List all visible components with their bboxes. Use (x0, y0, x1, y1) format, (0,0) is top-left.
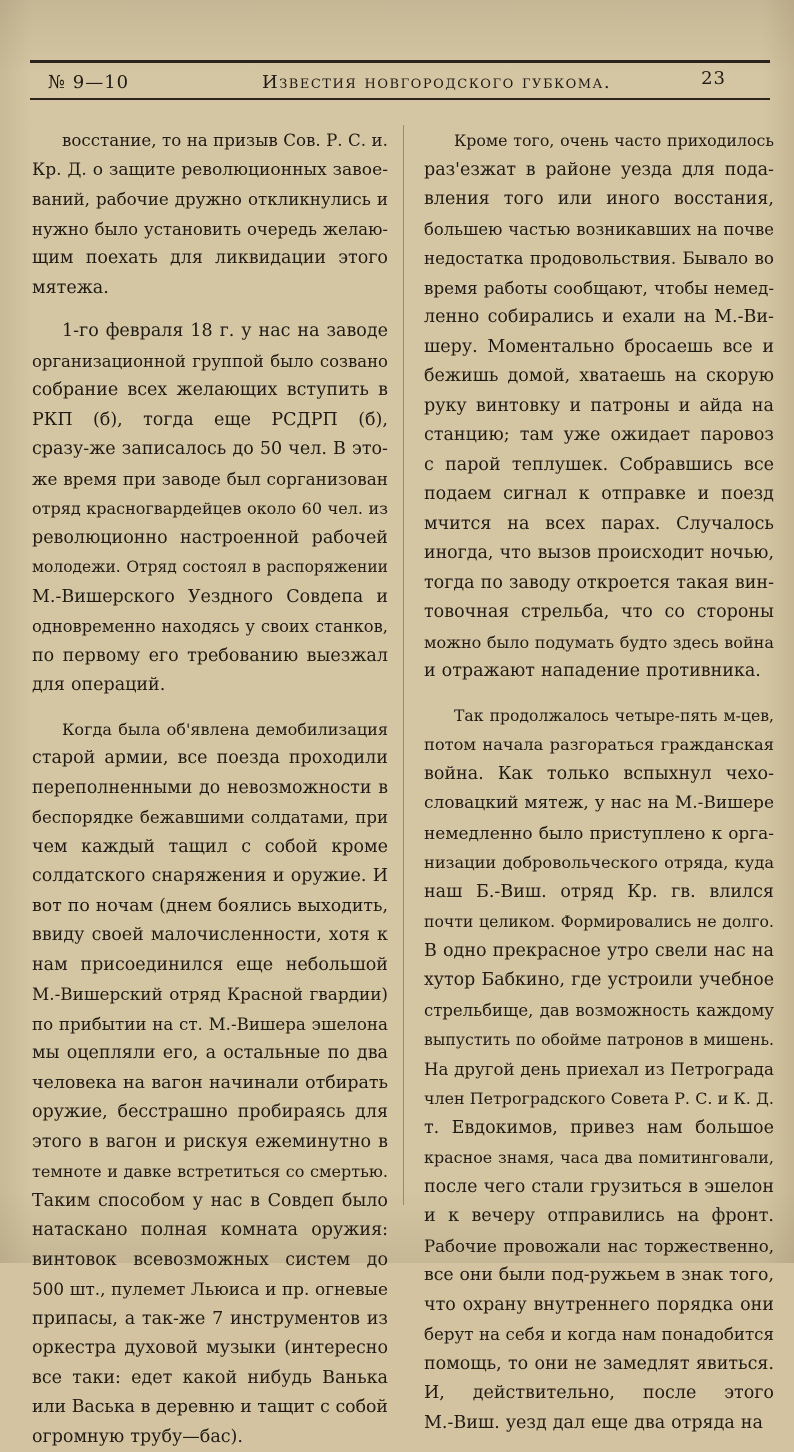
text-line: организационной группой было созвано (32, 347, 388, 377)
text-line: огромную трубу—бас). (32, 1423, 388, 1452)
text-line: солдатского снаряжения и оружие. И (32, 862, 388, 892)
text-line: низации добровольческого отряда, куда (424, 848, 774, 878)
text-line: В одно прекрасное утро свели нас на (424, 937, 774, 967)
text-line: 1-го февраля 18 г. у нас на заводе (32, 317, 388, 347)
text-line: старой армии, все поезда проходили (32, 744, 388, 774)
text-line: припасы, а так-же 7 инструментов из (32, 1305, 388, 1335)
text-line: потом начала разгораться гражданская (424, 730, 774, 760)
text-line: вот по ночам (днем боялись выходить, (32, 892, 388, 922)
text-line: И, действительно, после этого (424, 1379, 774, 1409)
text-line: для операций. (32, 671, 388, 701)
text-line: подаем сигнал к отправке и поезд (424, 480, 774, 510)
text-line: почти целиком. Формировались не долго. (424, 907, 774, 937)
text-line: ввиду своей малочисленности, хотя к (32, 921, 388, 951)
text-line: Кр. Д. о защите революционных завое- (32, 156, 388, 186)
text-line: иногда, что вызов происходит ночью, (424, 539, 774, 569)
text-line: все таки: едет какой нибудь Ванька (32, 1364, 388, 1394)
text-line: щим поехать для ликвидации этого (32, 244, 388, 274)
text-line: война. Как только вспыхнул чехо- (424, 760, 774, 790)
text-line: после чего стали грузиться в эшелон (424, 1173, 774, 1203)
text-line: можно было подумать будто здесь война (424, 628, 774, 658)
text-line: беспорядке бежавшими солдатами, при (32, 803, 388, 833)
page-header (30, 68, 770, 98)
text-line: или Васька в деревню и тащит с собой (32, 1393, 388, 1423)
text-line: руку винтовку и патроны и айда на (424, 392, 774, 422)
text-line: по первому его требованию выезжал (32, 642, 388, 672)
text-line: Кроме того, очень часто приходилось (424, 126, 774, 156)
text-line: ваний, рабочие дружно откликнулись и (32, 185, 388, 215)
text-line: член Петроградского Совета Р. С. и К. Д. (424, 1084, 774, 1114)
paragraph-gap (424, 687, 774, 701)
text-line: М.-Вишерский отряд Красной гвардии) (32, 980, 388, 1010)
text-line: все они были под-ружьем в знак того, (424, 1261, 774, 1291)
text-line: и к вечеру отправились на фронт. (424, 1202, 774, 1232)
text-line: наш Б.-Виш. отряд Кр. гв. влился (424, 878, 774, 908)
header-bottom-rule (30, 98, 770, 100)
text-line: вления того или иного восстания, (424, 185, 774, 215)
text-line: чем каждый тащил с собой кроме (32, 833, 388, 863)
text-line: ленно собирались и ехали на М.-Ви- (424, 303, 774, 333)
text-line: время работы сообщают, чтобы немед- (424, 274, 774, 304)
text-line: этого в вагон и рискуя ежеминутно в (32, 1128, 388, 1158)
text-line: бежишь домой, хватаешь на скорую (424, 362, 774, 392)
text-line: отряд красногвардейцев около 60 чел. из (32, 494, 388, 524)
publication-title: Известия новгородского губкома. (262, 72, 611, 93)
text-line: мчится на всех парах. Случалось (424, 510, 774, 540)
text-line: большею частью возникавших на почве (424, 215, 774, 245)
text-line: помощь, то они не замедлят явиться. (424, 1350, 774, 1380)
text-line: революционно настроенной рабочей (32, 524, 388, 554)
text-line: нужно было установить очередь желаю- (32, 215, 388, 245)
text-line: выпустить по обойме патронов в мишень. (424, 1025, 774, 1055)
issue-number: № 9—10 (48, 72, 129, 93)
text-line: что охрану внутреннего порядка они (424, 1291, 774, 1321)
text-line: и отражают нападение противника. (424, 657, 774, 687)
text-line: нам присоединился еще небольшой (32, 951, 388, 981)
paragraph-gap (32, 303, 388, 317)
text-line: молодежи. Отряд состоял в распоряжении (32, 553, 388, 583)
text-line: немедленно было приступлено к орга- (424, 819, 774, 849)
text-line: по прибытии на ст. М.-Вишера эшелона (32, 1010, 388, 1040)
text-line: восстание, то на призыв Сов. Р. С. и. (32, 126, 388, 156)
text-line: натаскано полная комната оружия: (32, 1216, 388, 1246)
text-line: переполненными до невозможности в (32, 774, 388, 804)
left-column (32, 126, 388, 1452)
text-line: мятежа. (32, 274, 388, 304)
text-line: Таким способом у нас в Совдеп было (32, 1187, 388, 1217)
text-line: раз'езжат в районе уезда для пода- (424, 156, 774, 186)
text-line: На другой день приехал из Петрограда (424, 1055, 774, 1085)
text-line: сразу-же записалось до 50 чел. В это- (32, 435, 388, 465)
text-line: недостатка продовольствия. Бывало во (424, 244, 774, 274)
text-line: тогда по заводу откроется такая вин- (424, 569, 774, 599)
text-line: т. Евдокимов, привез нам большое (424, 1114, 774, 1144)
paragraph-gap (32, 701, 388, 715)
text-line: М.-Вишерского Уездного Совдепа и (32, 583, 388, 613)
text-line: же время при заводе был сорганизован (32, 465, 388, 495)
text-line: М.-Виш. уезд дал еще два отряда на (424, 1409, 774, 1439)
text-line: шеру. Моментально бросаешь все и (424, 333, 774, 363)
text-line: РКП (б), тогда еще РСДРП (б), (32, 406, 388, 436)
text-line: красное знамя, часа два помитинговали, (424, 1143, 774, 1173)
text-line: одновременно находясь у своих станков, (32, 612, 388, 642)
text-line: собрание всех желающих вступить в (32, 376, 388, 406)
text-line: темноте и давке встретиться со смертью. (32, 1157, 388, 1187)
text-line: хутор Бабкино, где устроили учебное (424, 966, 774, 996)
text-line: станцию; там уже ожидает паровоз (424, 421, 774, 451)
text-line: человека на вагон начинали отбирать (32, 1069, 388, 1099)
text-line: мы оцепляли его, а остальные по два (32, 1039, 388, 1069)
text-line: словацкий мятеж, у нас на М.-Вишере (424, 789, 774, 819)
text-line: берут на себя и когда нам понадобится (424, 1320, 774, 1350)
text-line: оркестра духовой музыки (интересно (32, 1334, 388, 1364)
text-line: 500 шт., пулемет Льюиса и пр. огневые (32, 1275, 388, 1305)
header-top-rule (30, 60, 770, 63)
text-line: стрельбище, дав возможность каждому (424, 996, 774, 1026)
text-line: с парой теплушек. Собравшись все (424, 451, 774, 481)
text-line: Рабочие провожали нас торжественно, (424, 1232, 774, 1262)
column-divider (403, 125, 404, 1205)
text-line: Так продолжалось четыре-пять м-цев, (424, 701, 774, 731)
text-line: оружие, бесстрашно пробираясь для (32, 1098, 388, 1128)
text-line: товочная стрельба, что со стороны (424, 598, 774, 628)
text-line: винтовок всевозможных систем до (32, 1246, 388, 1276)
text-line: Когда была об'явлена демобилизация (32, 715, 388, 745)
page-number: 23 (701, 68, 726, 89)
right-column (424, 126, 774, 1438)
